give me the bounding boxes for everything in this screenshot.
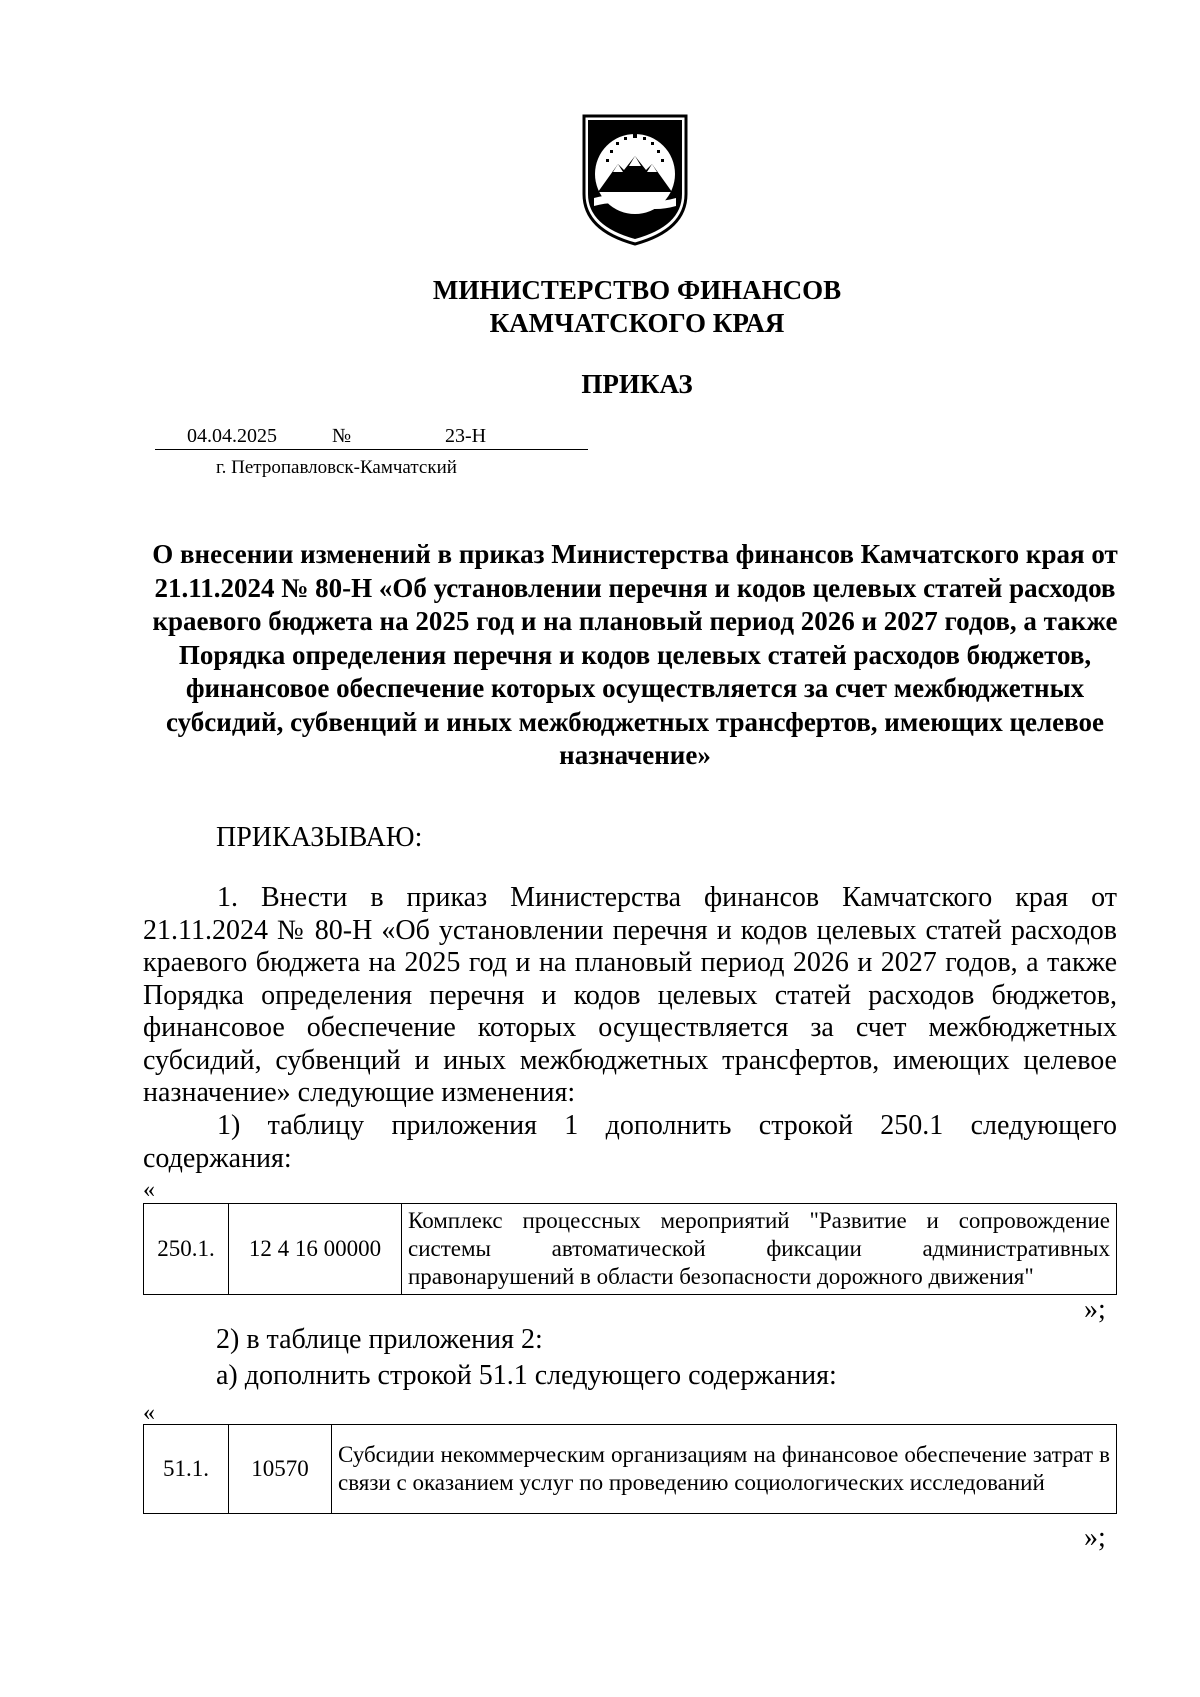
row-number-cell: 51.1.: [144, 1425, 229, 1514]
target-code-cell: 12 4 16 00000: [229, 1204, 402, 1295]
open-quote: «: [143, 1177, 155, 1203]
paragraph-appendix-2a: а) дополнить строкой 51.1 следующего содержания:: [216, 1360, 837, 1391]
order-number: 23-Н: [445, 425, 487, 447]
paragraph-1: 1. Внести в приказ Министерства финансов Камчатского края от 21.11.2024 № 80-Н «Об установлении перечня и кодов целевых статей расходов краевого бюджета на 2025 год и на плановый период 2026 и 2027 годов, а также Порядка определения перечня и кодов целевых статей расходов бюджетов, финансовое обеспечение которых осуществляется за счет межбюджетных субсидий, субвенций и иных межбюджетных трансфертов, имеющих целевое назначение» следующие изменения:: [143, 882, 1117, 1108]
code-cell: 10570: [229, 1425, 332, 1514]
description-cell: Комплекс процессных мероприятий "Развитие и сопровождение системы автоматической фиксации административных правонарушений в области безопасности дорожного движения": [402, 1204, 1117, 1295]
paragraph-appendix-2: 2) в таблице приложения 2:: [216, 1324, 543, 1355]
table-row: [144, 1425, 1117, 1514]
description-cell: Субсидии некоммерческим организациям на финансовое обеспечение затрат в связи с оказанием услуг по проведению социологических исследований: [332, 1425, 1117, 1514]
kamchatka-coat-of-arms-emblem: [580, 112, 690, 246]
ministry-name-line2: КАМЧАТСКОГО КРАЯ: [489, 308, 785, 338]
document-type-heading: ПРИКАЗ: [581, 369, 693, 399]
ministry-name-line1: МИНИСТЕРСТВО ФИНАНСОВ: [432, 275, 842, 305]
city-name: г. Петропавловск-Камчатский: [216, 457, 457, 478]
close-quote: »;: [1084, 1522, 1106, 1553]
document-title: О внесении изменений в приказ Министерства финансов Камчатского края от 21.11.2024 № 80-Н «Об установлении перечня и кодов целевых статей расходов краевого бюджета на 2025 год и на плановый период 2026 и 2027 годов, а также Порядка определения перечня и кодов целевых статей расходов бюджетов, финансовое обеспечение которых осуществляется за счет межбюджетных субсидий, субвенций и иных межбюджетных трансфертов, имеющих целевое назначение»: [152, 539, 1118, 770]
order-word: ПРИКАЗЫВАЮ:: [216, 822, 423, 853]
close-quote: »;: [1084, 1294, 1106, 1325]
appendix-2-table: [143, 1424, 1117, 1514]
date-number-line: [155, 423, 588, 450]
open-quote: «: [143, 1400, 155, 1426]
order-date: 04.04.2025: [187, 425, 277, 447]
table-row: [144, 1204, 1117, 1295]
appendix-1-table: [143, 1203, 1117, 1295]
row-number-cell: 250.1.: [144, 1204, 229, 1295]
paragraph-appendix-1: 1) таблицу приложения 1 дополнить строкой 250.1 следующего содержания:: [143, 1110, 1117, 1174]
number-sign: №: [332, 425, 352, 447]
